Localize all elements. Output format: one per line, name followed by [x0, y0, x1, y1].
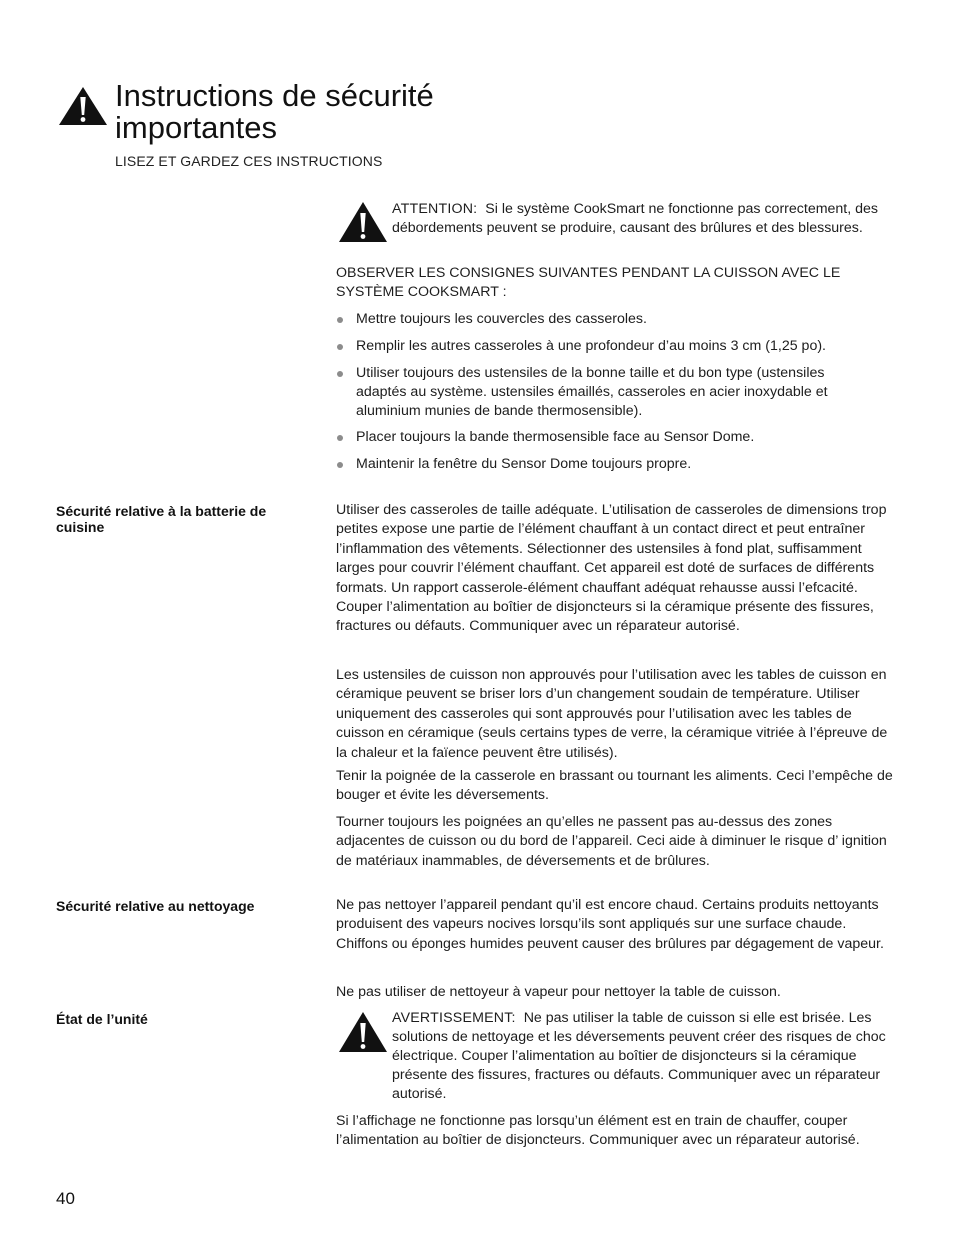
attention-text: Si le système CookSmart ne fonctionne pas correctement, des débordements peuvent se produire, causant des brûlures et des blessures.	[392, 201, 879, 236]
page-number: 40	[56, 1189, 75, 1208]
page-title-line2: importantes	[115, 110, 277, 145]
cookware-text-3: Tenir la poignée de la casserole en brassant ou tournant les aliments. Ceci l’empêche de bouger et évite les déversements.	[336, 768, 893, 804]
bullet-icon	[337, 435, 343, 441]
cooksmart-intro	[336, 264, 901, 303]
unit-paragraph-1	[336, 1112, 901, 1151]
cookware-text-4: Tourner toujours les poignées an qu’elles ne passent pas au-dessus des zones adjacentes de cuisson ou du bord de l’appareil. Ceci aide à diminuer le risque d’ ignition de matériaux inammables, de déversements et de brûlures.	[336, 814, 887, 869]
bullet-icon	[337, 317, 343, 323]
list-item-text: Utiliser toujours des ustensiles de la bonne taille et du bon type (ustensiles adaptés au système. ustensiles émaillés, casseroles en acier inoxydable et aluminium munies de bande thermosensible).	[356, 365, 828, 419]
cookware-text-2: Les ustensiles de cuisson non approuvés pour l’utilisation avec les tables de cuisson en céramique peuvent se briser lors d’un changement soudain de température. Utiliser uniquement des casseroles qui sont approuvés pour l’utilisation avec les tables de cuisson en céramique (seuls certains types de verre, la céramique vitriée à l’épreuve de la chaleur et la faïence peuvent être utilisés).	[336, 667, 888, 761]
page-title	[115, 80, 635, 144]
avertissement-label: AVERTISSEMENT:	[392, 1010, 516, 1026]
cleaning-paragraph-2	[336, 983, 901, 1002]
cookware-paragraph-2	[336, 666, 901, 763]
section-heading-unit: État de l’unité	[56, 1011, 148, 1027]
cookware-paragraph-1	[336, 501, 901, 637]
list-item-text: Mettre toujours les couvercles des casseroles.	[356, 311, 647, 327]
bullet-icon	[337, 344, 343, 350]
section-heading-cleaning: Sécurité relative au nettoyage	[56, 898, 255, 914]
cooksmart-intro-text: OBSERVER LES CONSIGNES SUIVANTES PENDANT LA CUISSON AVEC LE SYSTÈME COOKSMART :	[336, 265, 841, 301]
avertissement-callout	[392, 1009, 897, 1104]
page-title-line1: Instructions de sécurité	[115, 78, 434, 113]
bullet-icon	[337, 462, 343, 468]
cleaning-text-1: Ne pas nettoyer l’appareil pendant qu’il est encore chaud. Certains produits nettoyants produisent des vapeurs nocives lorsqu’ils sont appliqués sur une surface chaude. Chiffons ou éponges humides peuvent causer des brûlures par dégagement de vapeur.	[336, 897, 884, 952]
attention-label: ATTENTION:	[392, 201, 478, 217]
avertissement-text: Ne pas utiliser la table de cuisson si elle est brisée. Les solutions de nettoyage et les déversements peuvent créer des risques de choc électrique. Couper l’alimentation au boîtier de disjoncteurs si la céramique présente des fissures, fractures ou défauts. Communiquer avec un réparateur autorisé.	[392, 1010, 886, 1102]
cleaning-text-2: Ne pas utiliser de nettoyeur à vapeur pour nettoyer la table de cuisson.	[336, 984, 781, 1000]
cookware-paragraph-3	[336, 767, 901, 806]
section-heading-cookware: Sécurité relative à la batterie de cuisine	[56, 503, 267, 535]
unit-text-1: Si l’affichage ne fonctionne pas lorsqu’un élément est en train de chauffer, couper l’alimentation au boîtier de disjoncteurs. Communiquer avec un réparateur autorisé.	[336, 1113, 860, 1149]
attention-warning-icon	[338, 201, 388, 243]
avertissement-warning-icon	[338, 1011, 388, 1053]
bullet-icon	[337, 371, 343, 377]
list-item-text: Remplir les autres casseroles à une profondeur d’au moins 3 cm (1,25 po).	[356, 338, 826, 354]
warning-triangle-icon	[58, 86, 108, 126]
list-item-text: Placer toujours la bande thermosensible face au Sensor Dome.	[356, 429, 755, 445]
list-item-text: Maintenir la fenêtre du Sensor Dome toujours propre.	[356, 456, 692, 472]
page-subtitle: LISEZ ET GARDEZ CES INSTRUCTIONS	[115, 153, 383, 169]
cleaning-paragraph-1	[336, 896, 901, 954]
cookware-text-1: Utiliser des casseroles de taille adéquate. L’utilisation de casseroles de dimensions trop petites expose une partie de l’élément chauffant à un contact direct et peut entraîner l’inflammation des vêtements. Sélectionner des ustensiles à fond plat, suffisamment larges pour couvrir l’élément chauffant. Cet appareil est doté de surfaces de différents formats. Un rapport casserole-élément chauffant adéquat rehausse aussi l’efcacité. Couper l’alimentation au boîtier de disjoncteurs si la céramique présente des fissures, fractures ou défauts. Communiquer avec un réparateur autorisé.	[336, 502, 887, 635]
attention-callout	[392, 200, 897, 238]
cookware-paragraph-4	[336, 813, 901, 871]
